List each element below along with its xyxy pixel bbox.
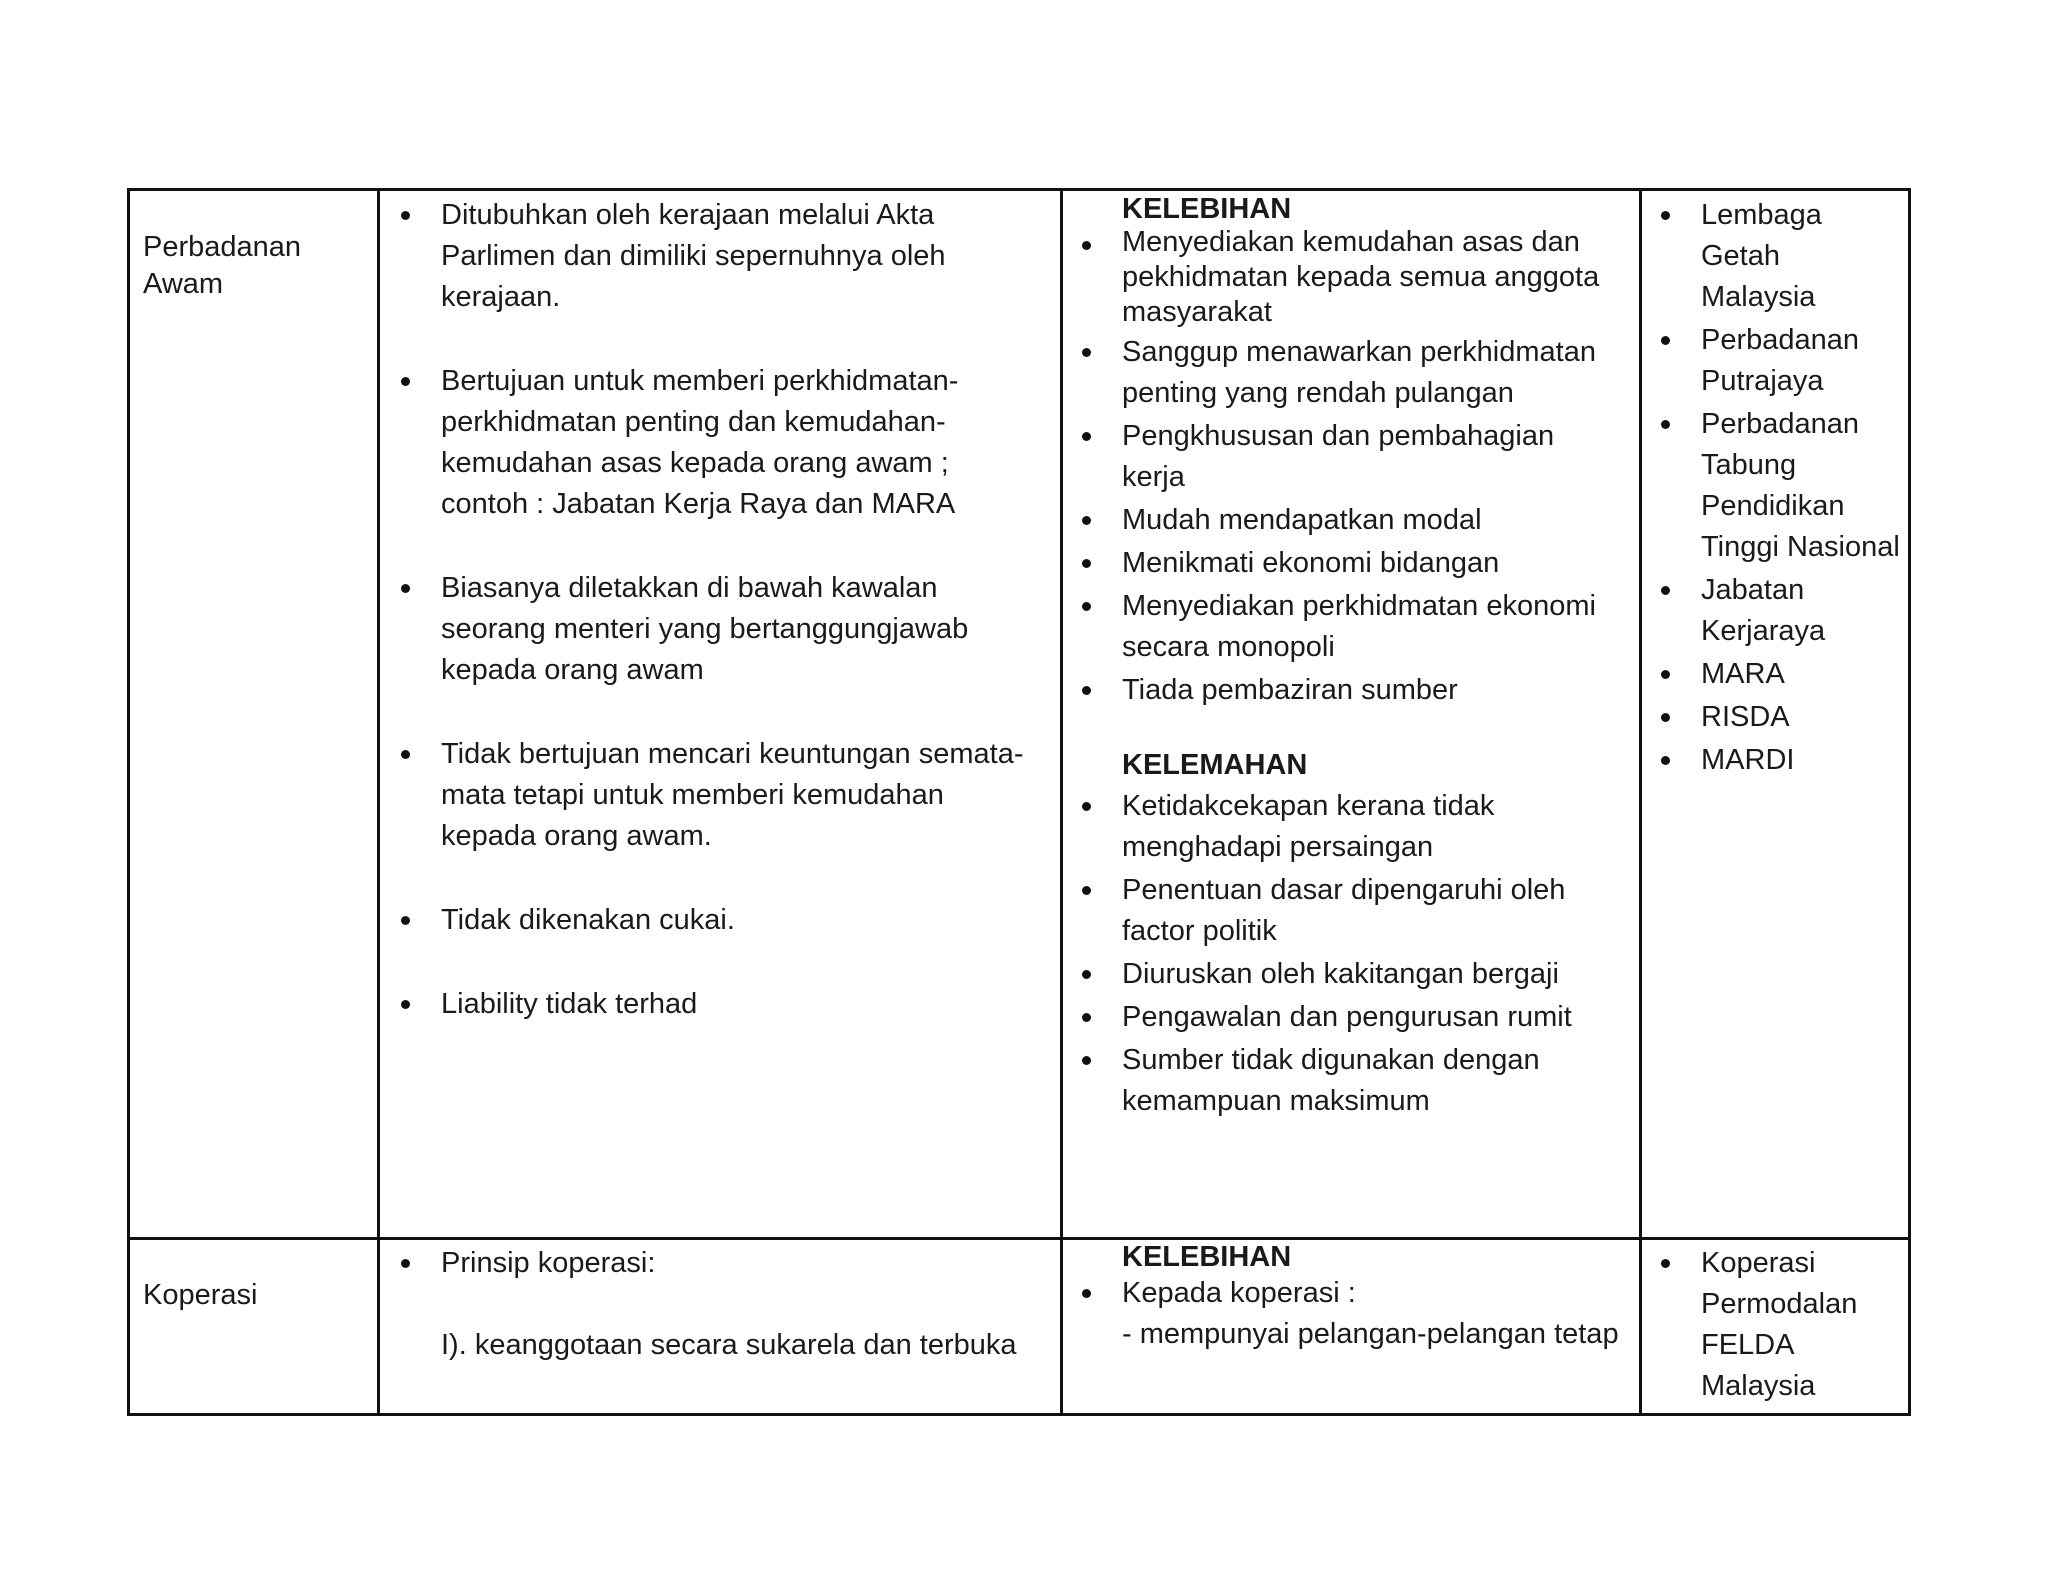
list-item: Penentuan dasar dipengaruhi oleh factor politik <box>1122 870 1622 952</box>
advantages-heading: KELEBIHAN <box>1122 1241 1292 1273</box>
list-item: Koperasi Permodalan FELDA Malaysia <box>1701 1243 1901 1407</box>
disadvantages-list <box>1122 786 1622 1122</box>
list-item: Tidak dikenakan cukai. <box>441 900 1041 941</box>
list-item: Pengawalan dan pengurusan rumit <box>1122 997 1622 1038</box>
entity-koperasi: Koperasi <box>143 1279 258 1311</box>
list-item: Menyediakan kemudahan asas dan pekhidmatan kepada semua anggota masyarakat <box>1122 225 1622 330</box>
list-item: MARDI <box>1701 740 1901 781</box>
characteristics-list <box>441 1243 1041 1284</box>
comparison-table <box>127 188 1911 1416</box>
advantages-list <box>1122 225 1622 711</box>
list-item: Ditubuhkan oleh kerajaan melalui Akta Parlimen dan dimiliki sepernuhnya oleh kerajaan. <box>441 195 1041 318</box>
list-item: Mudah mendapatkan modal <box>1122 500 1622 541</box>
row-divider <box>130 1237 1908 1240</box>
examples-cell <box>1701 195 1901 783</box>
characteristics-cell <box>441 195 1041 1068</box>
advantages-cell <box>1122 1241 1622 1355</box>
list-item: Perbadanan Tabung Pendidikan Tinggi Nasional <box>1701 404 1901 568</box>
list-item: Kepada koperasi : <box>1122 1273 1622 1314</box>
list-item: Liability tidak terhad <box>441 984 1041 1025</box>
entity-perbadanan-awam: Perbadanan Awam <box>143 231 302 300</box>
list-item: Ketidakcekapan kerana tidak menghadapi persaingan <box>1122 786 1622 868</box>
list-item: Menikmati ekonomi bidangan <box>1122 543 1622 584</box>
list-item: RISDA <box>1701 697 1901 738</box>
characteristics-list <box>441 195 1041 1025</box>
advantages-disadvantages-cell <box>1122 193 1622 1124</box>
list-item: Perbadanan Putrajaya <box>1701 320 1901 402</box>
examples-cell <box>1701 1243 1901 1407</box>
characteristics-cell <box>441 1243 1041 1366</box>
examples-list <box>1701 1243 1901 1407</box>
list-item: Sanggup menawarkan perkhidmatan penting yang rendah pulangan <box>1122 332 1622 414</box>
list-item: Lembaga Getah Malaysia <box>1701 195 1901 318</box>
disadvantages-heading: KELEMAHAN <box>1122 749 1308 781</box>
list-item: Tiada pembaziran sumber <box>1122 670 1622 711</box>
list-item: Jabatan Kerjaraya <box>1701 570 1901 652</box>
list-item: Bertujuan untuk memberi perkhidmatan-perkhidmatan penting dan kemudahan-kemudahan asas kepada orang awam ; contoh : Jabatan Kerja Raya dan MARA <box>441 361 1041 525</box>
list-item: Sumber tidak digunakan dengan kemampuan maksimum <box>1122 1040 1622 1122</box>
list-item: Tidak bertujuan mencari keuntungan semata-mata tetapi untuk memberi kemudahan kepada orang awam. <box>441 734 1041 857</box>
advantages-list <box>1122 1273 1622 1314</box>
advantages-heading: KELEBIHAN <box>1122 193 1292 225</box>
column-divider <box>1060 191 1063 1413</box>
list-item: Diuruskan oleh kakitangan bergaji <box>1122 954 1622 995</box>
list-item: Biasanya diletakkan di bawah kawalan seorang menteri yang bertanggungjawab kepada orang awam <box>441 568 1041 691</box>
principle-item: I). keanggotaan secara sukarela dan terbuka <box>441 1329 1017 1361</box>
list-item: Prinsip koperasi: <box>441 1243 1041 1284</box>
column-divider <box>1639 191 1642 1413</box>
advantage-sub-item: - mempunyai pelangan-pelangan tetap <box>1122 1318 1619 1350</box>
examples-list <box>1701 195 1901 781</box>
list-item: MARA <box>1701 654 1901 695</box>
column-divider <box>377 191 380 1413</box>
list-item: Pengkhususan dan pembahagian kerja <box>1122 416 1622 498</box>
list-item: Menyediakan perkhidmatan ekonomi secara monopoli <box>1122 586 1622 668</box>
